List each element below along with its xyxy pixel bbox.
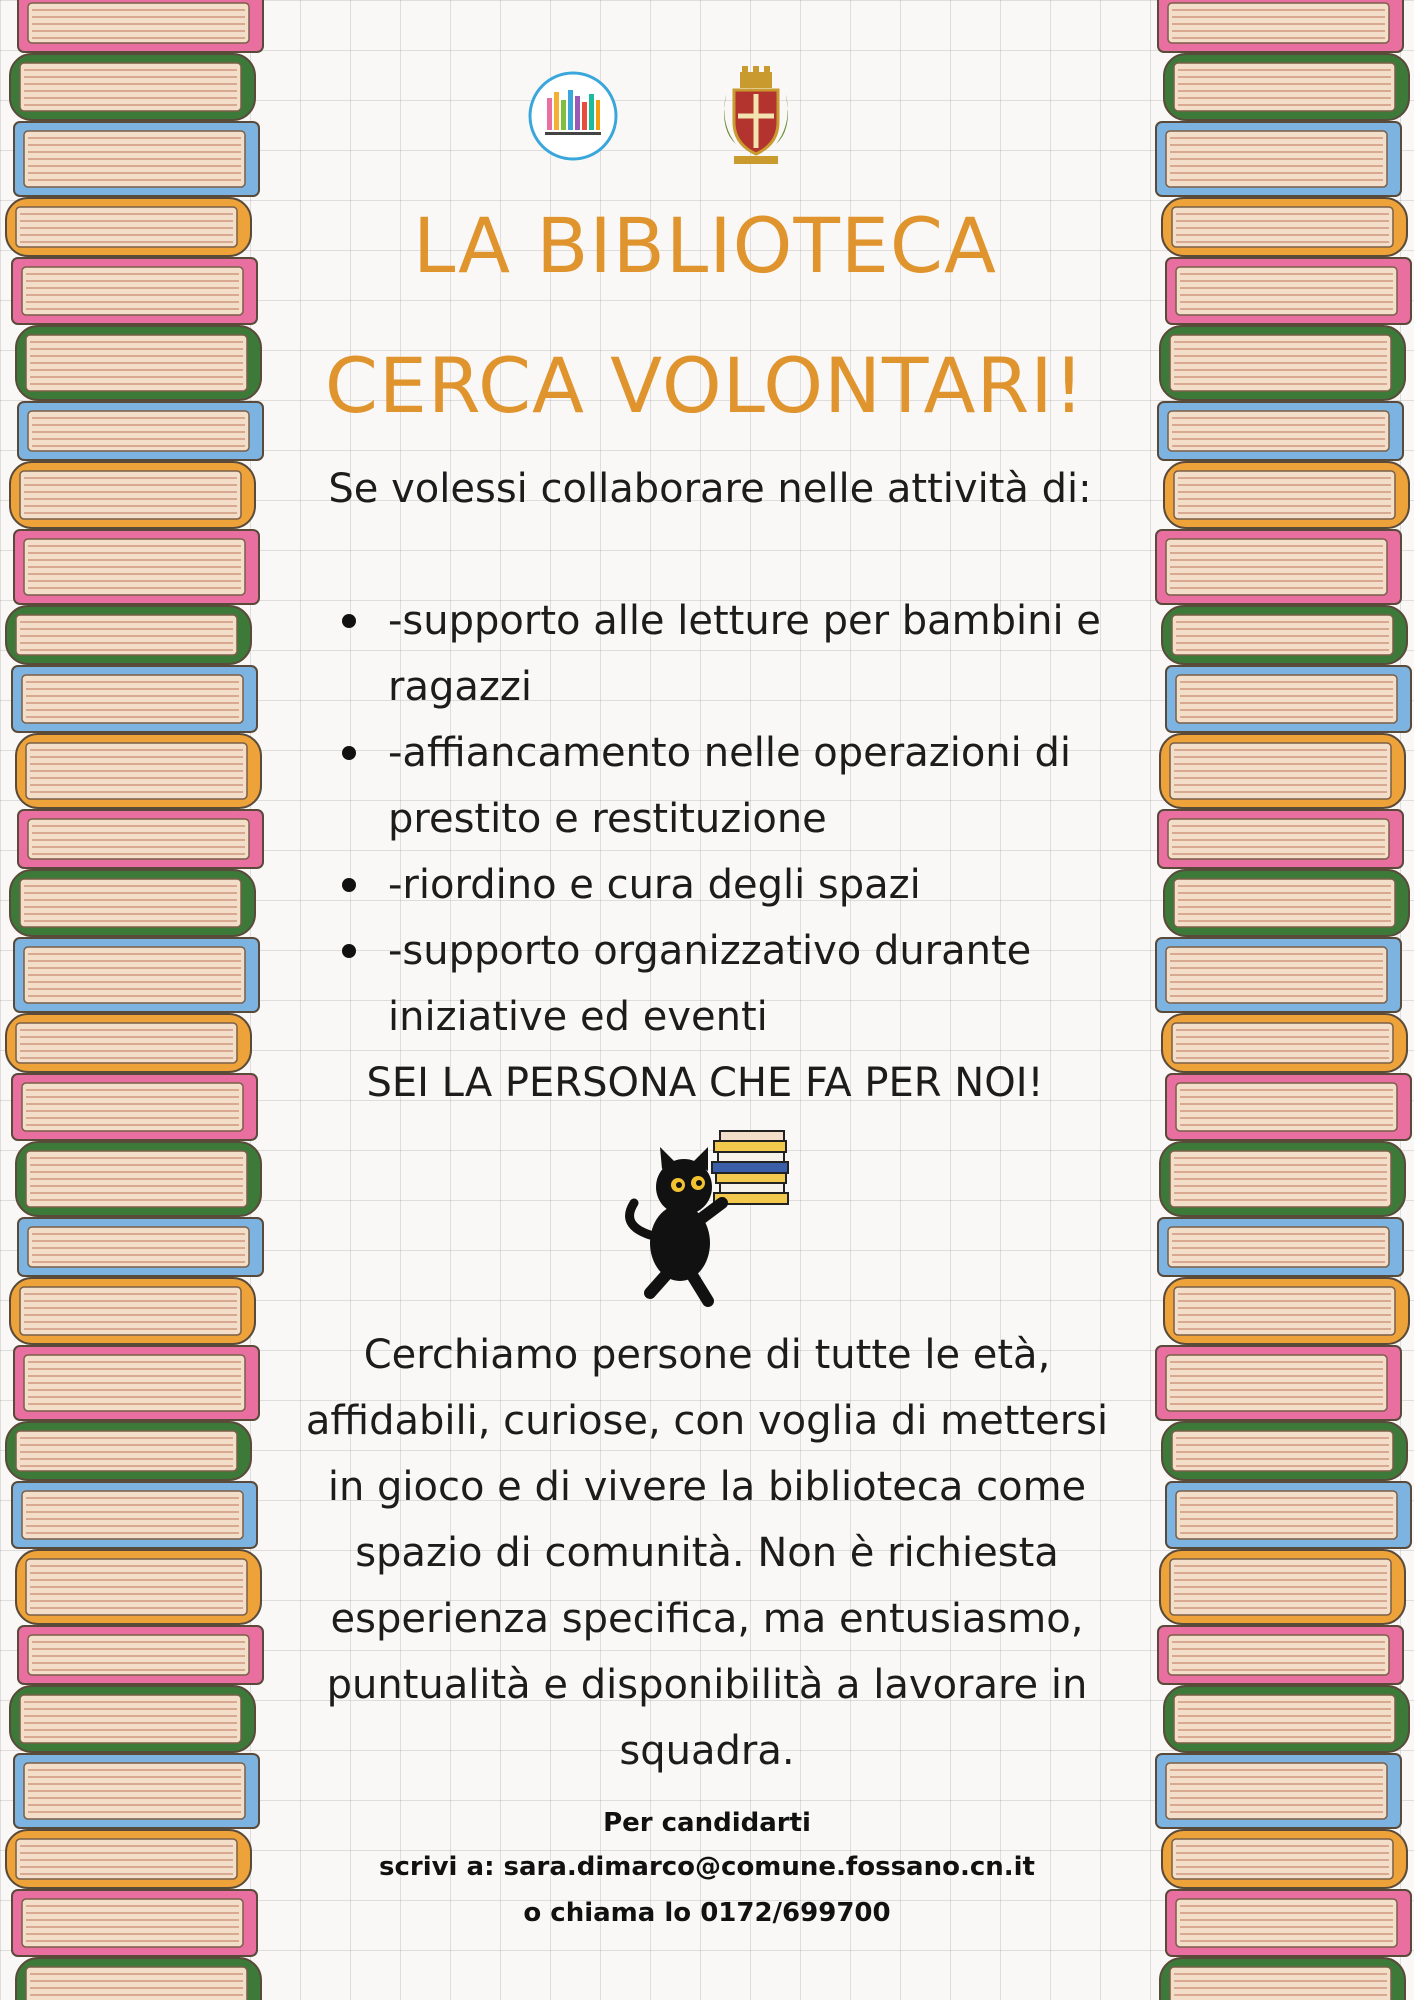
book-icon: [1158, 1626, 1403, 1684]
bullet-icon: [342, 944, 356, 958]
contact-phone: o chiama lo 0172/699700: [523, 1898, 891, 1928]
book-icon: [18, 0, 263, 52]
book-icon: [1160, 326, 1405, 400]
book-icon: [1156, 1346, 1401, 1420]
bullet-icon: [342, 878, 356, 892]
book-icon: [1160, 1142, 1405, 1216]
book-icon: [1160, 1550, 1405, 1624]
book-stack-left-icon: [0, 0, 270, 2000]
logo-bar: [0, 64, 1414, 174]
book-icon: [6, 198, 251, 256]
book-icon: [1162, 606, 1407, 664]
book-icon: [14, 530, 259, 604]
list-item: [336, 588, 1106, 720]
book-icon: [6, 606, 251, 664]
book-stack-right-icon: [1148, 0, 1414, 2000]
book-icon: [10, 1686, 255, 1752]
book-icon: [1162, 1830, 1407, 1888]
book-icon: [1156, 1754, 1401, 1828]
book-icon: [1166, 1482, 1411, 1548]
book-icon: [16, 734, 261, 808]
book-icon: [18, 810, 263, 868]
book-icon: [10, 462, 255, 528]
book-icon: [12, 666, 257, 732]
book-icon: [1162, 198, 1407, 256]
book-icon: [10, 1278, 255, 1344]
book-icon: [12, 1890, 257, 1956]
list-item: [336, 720, 1106, 852]
book-icon: [1162, 1422, 1407, 1480]
activity-list: [336, 588, 1106, 1050]
book-icon: [16, 326, 261, 400]
book-icon: [1160, 734, 1405, 808]
book-icon: [14, 1346, 259, 1420]
book-icon: [6, 1014, 251, 1072]
book-icon: [1162, 1014, 1407, 1072]
book-stack-icon: [712, 1131, 788, 1204]
cat-carrying-books-icon: [610, 1125, 810, 1310]
book-icon: [1158, 1218, 1403, 1276]
book-icon: [16, 1142, 261, 1216]
list-item: [336, 918, 1106, 1050]
book-icon: [1164, 462, 1409, 528]
book-icon: [1164, 1278, 1409, 1344]
book-icon: [1158, 810, 1403, 868]
book-icon: [1166, 258, 1411, 324]
book-icon: [12, 1482, 257, 1548]
book-icon: [12, 258, 257, 324]
book-icon: [1158, 402, 1403, 460]
book-icon: [10, 870, 255, 936]
title-line-1: LA BIBLIOTECA: [412, 201, 997, 290]
callout-text: SEI LA PERSONA CHE FA PER NOI!: [366, 1060, 1044, 1106]
title-line-2: CERCA VOLONTARI!: [324, 341, 1086, 430]
book-icon: [6, 1422, 251, 1480]
book-icon: [1164, 870, 1409, 936]
book-icon: [16, 1550, 261, 1624]
bullet-icon: [342, 614, 356, 628]
activity-text: -supporto organizzativo durante iniziative ed eventi: [388, 928, 1032, 1040]
description-text: Cerchiamo persone di tutte le età, affidabili, curiose, con voglia di mettersi in gioco e di vivere la biblioteca come spazio di comunità. Non è richiesta esperienza specifica, ma entusiasmo, puntualità e disponibilità a lavorare in squadra.: [305, 1332, 1109, 1774]
book-icon: [1164, 1686, 1409, 1752]
book-icon: [14, 1754, 259, 1828]
intro-text: Se volessi collaborare nelle attività di:: [328, 466, 1092, 512]
book-icon: [16, 1958, 261, 2000]
book-icon: [18, 1218, 263, 1276]
city-crest-icon: [718, 64, 794, 170]
book-icon: [1158, 0, 1403, 52]
library-logo-icon: [527, 70, 619, 162]
activity-text: -affiancamento nelle operazioni di prestito e restituzione: [388, 730, 1071, 842]
contact-email: scrivi a: sara.dimarco@comune.fossano.cn.it: [378, 1852, 1035, 1882]
bullet-icon: [342, 746, 356, 760]
book-icon: [1166, 666, 1411, 732]
book-icon: [1156, 938, 1401, 1012]
book-icon: [18, 402, 263, 460]
contact-heading: Per candidarti: [603, 1808, 811, 1838]
book-icon: [14, 938, 259, 1012]
activity-text: -supporto alle letture per bambini e ragazzi: [388, 598, 1101, 710]
book-icon: [1156, 530, 1401, 604]
book-icon: [1166, 1890, 1411, 1956]
list-item: [336, 852, 1106, 918]
book-icon: [1166, 1074, 1411, 1140]
book-icon: [12, 1074, 257, 1140]
activity-text: -riordino e cura degli spazi: [388, 862, 921, 908]
book-icon: [1160, 1958, 1405, 2000]
book-icon: [18, 1626, 263, 1684]
book-icon: [6, 1830, 251, 1888]
